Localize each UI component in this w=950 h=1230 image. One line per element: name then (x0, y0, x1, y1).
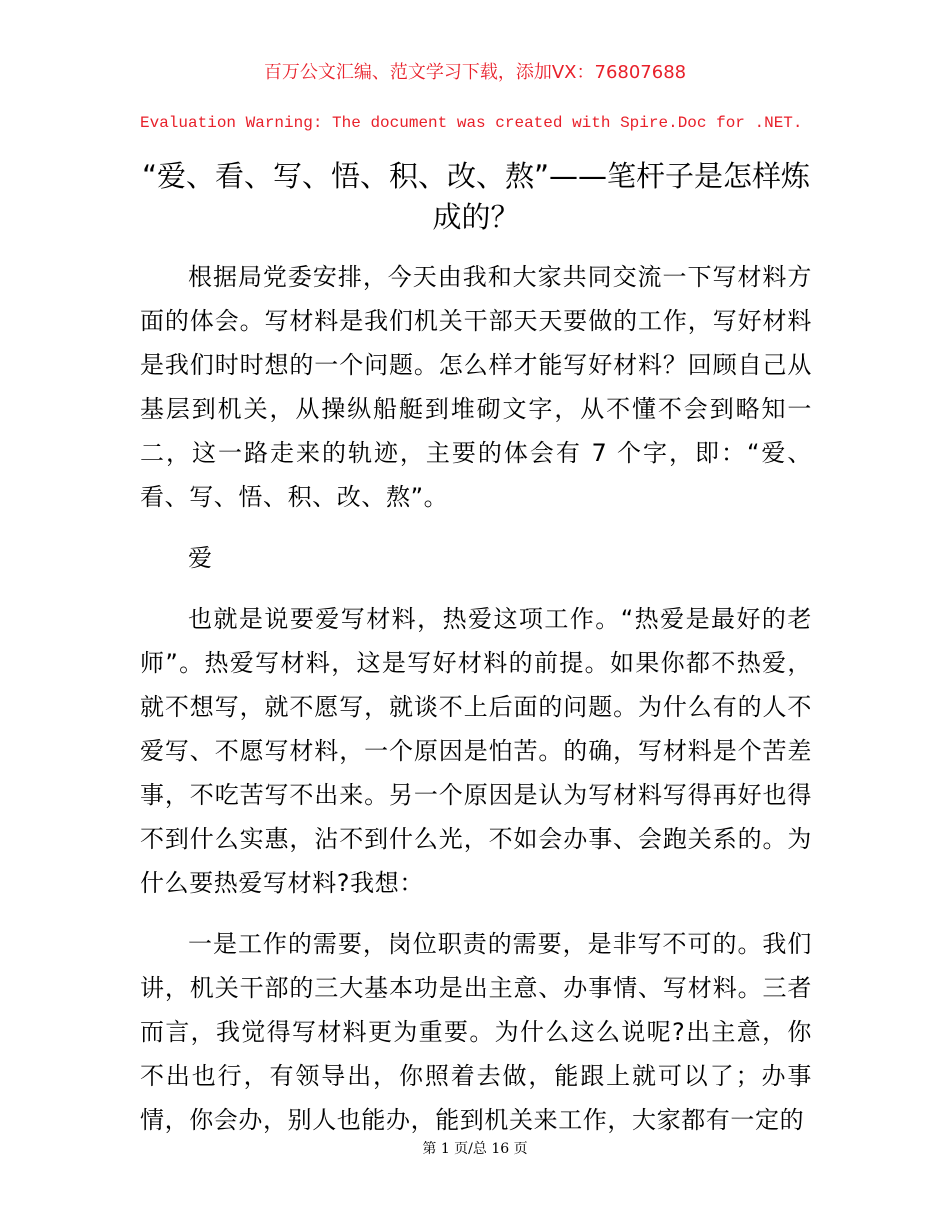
document-body (140, 255, 812, 1159)
page-footer: 第 1 页/总 16 页 (422, 1141, 528, 1157)
section-heading-ai: 爱 (188, 544, 213, 572)
document-title: “爱、看、写、悟、积、改、熬”——笔杆子是怎样炼成的？ (141, 159, 811, 234)
evaluation-warning: Evaluation Warning: The document was created with Spire.Doc for .NET. (140, 114, 803, 132)
paragraph-work-need: 一是工作的需要，岗位职责的需要，是非写不可的。我们讲，机关干部的三大基本功是出主意、办事情、写材料。三者而言，我觉得写材料更为重要。为什么这么说呢?出主意，你不出也行，有领导出，你照着去做，能跟上就可以了；办事情，你会办，别人也能办，能到机关来工作，大家都有一定的 (140, 930, 812, 1134)
paragraph-intro: 根据局党委安排，今天由我和大家共同交流一下写材料方面的体会。写材料是我们机关干部天天要做的工作，写好材料是我们时时想的一个问题。怎么样才能写好材料？回顾自己从基层到机关，从操纵船艇到堆砌文字，从不懂不会到略知一二，这一路走来的轨迹，主要的体会有 7 个字，即：“爱、看、写、悟、积、改、熬”。 (140, 263, 812, 511)
header-banner: 百万公文汇编、范文学习下载，添加VX：76807688 (263, 62, 687, 83)
paragraph-love-writing: 也就是说要爱写材料，热爱这项工作。“热爱是最好的老师”。热爱写材料，这是写好材料的前提。如果你都不热爱，就不想写，就不愿写，就谈不上后面的问题。为什么有的人不爱写、不愿写材料，一个原因是怕苦。的确，写材料是个苦差事，不吃苦写不出来。另一个原因是认为写材料写得再好也得不到什么实惠，沾不到什么光，不如会办事、会跑关系的。为什么要热爱写材料?我想： (140, 605, 812, 897)
